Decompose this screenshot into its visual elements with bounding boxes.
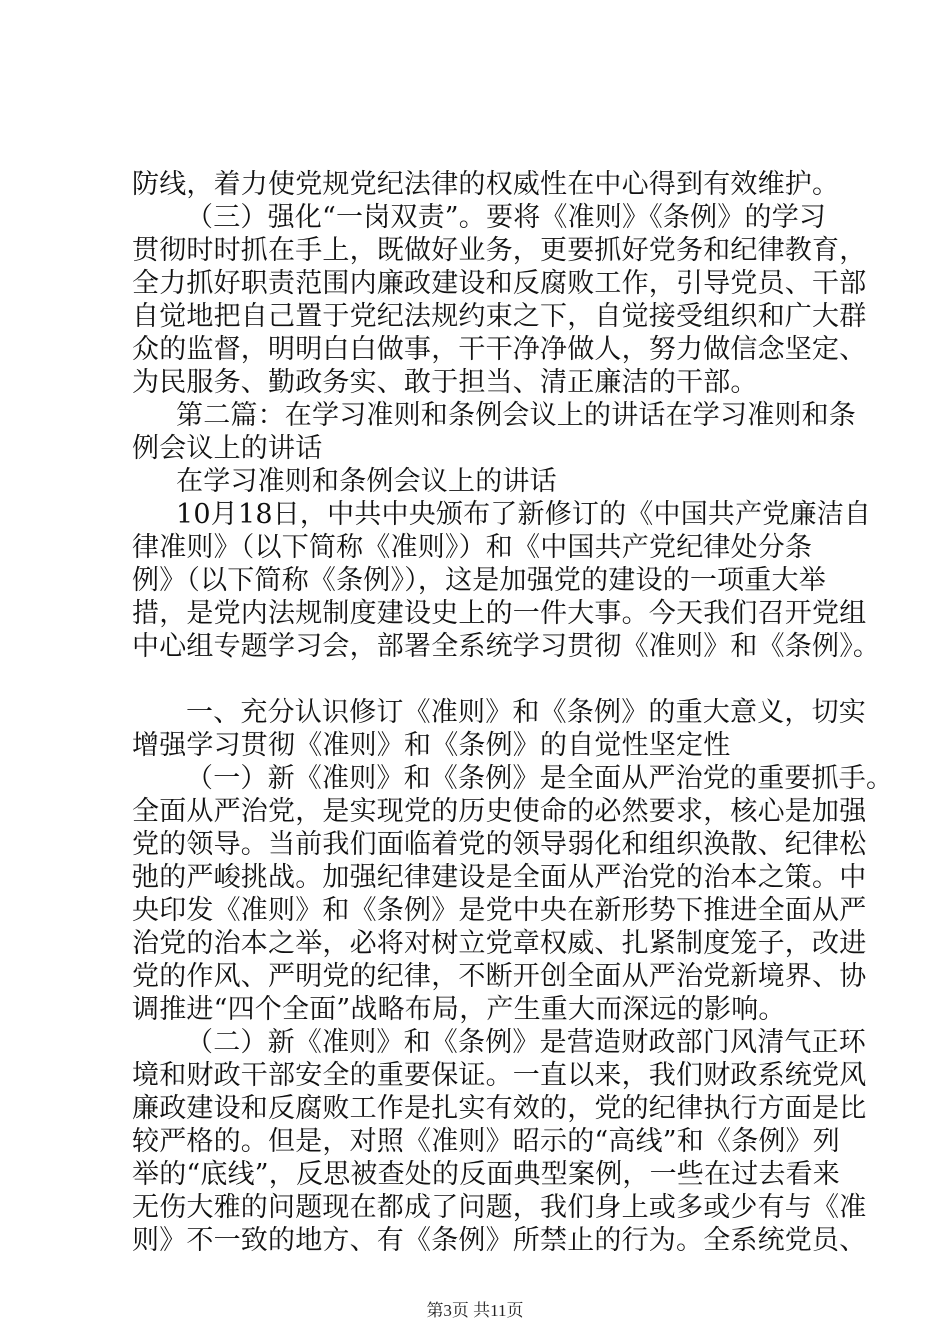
subsection-heading: 一、充分认识修订《准则》和《条例》的重大意义，切实 [186,697,866,728]
text-line: 贯彻时时抓在手上，既做好业务，更要抓好党务和纪律教育， [132,235,867,266]
text-line: （一）新《准则》和《条例》是全面从严治党的重要抓手。 [186,763,894,794]
text-line: 自觉地把自己置于党纪法规约束之下，自觉接受组织和广大群 [132,301,867,332]
text-line: 境和财政干部安全的重要保证。一直以来，我们财政系统党风 [132,1060,867,1091]
page-number: 第3页 共11页 [426,1301,524,1320]
text-line: 全力抓好职责范围内廉政建设和反腐败工作，引导党员、干部 [132,268,867,299]
speech-title: 在学习准则和条例会议上的讲话 [176,466,557,497]
blank-line [132,663,832,696]
text-line: 则》不一致的地方、有《条例》所禁止的行为。全系统党员、 [132,1225,867,1256]
text-line: 全面从严治党，是实现党的历史使命的必然要求，核心是加强 [132,796,867,827]
text-line: 治党的治本之举，必将对树立党章权威、扎紧制度笼子，改进 [132,928,867,959]
page-footer [0,1296,950,1321]
text-line: 党的领导。当前我们面临着党的领导弱化和组织涣散、纪律松 [132,829,867,860]
text-line: 举的“底线”，反思被查处的反面典型案例，一些在过去看来 [132,1159,841,1190]
text-line: 措，是党内法规制度建设史上的一件大事。今天我们召开党组 [132,598,867,629]
text-line: （三）强化“一岗双责”。要将《准则》《条例》的学习 [186,202,827,233]
text-line: 众的监督，明明白白做事，干干净净做人，努力做信念坚定、 [132,334,867,365]
text-line: 央印发《准则》和《条例》是党中央在新形势下推进全面从严 [132,895,867,926]
text-line: 无伤大雅的问题现在都成了问题，我们身上或多或少有与《准 [132,1192,867,1223]
text-line: 中心组专题学习会，部署全系统学习贯彻《准则》和《条例》。 [132,631,881,662]
text-line: 为民服务、勤政务实、敢于担当、清正廉洁的干部。 [132,367,758,398]
text-line: 增强学习贯彻《准则》和《条例》的自觉性坚定性 [132,730,731,761]
text-line: 较严格的。但是，对照《准则》昭示的“高线”和《条例》列 [132,1126,841,1157]
text-line: 廉政建设和反腐败工作是扎实有效的，党的纪律执行方面是比 [132,1093,867,1124]
text-line: 10月18日，中共中央颁布了新修订的《中国共产党廉洁自 [176,499,872,530]
text-line: 例》（以下简称《条例》），这是加强党的建设的一项重大举 [132,565,826,596]
text-line: 例会议上的讲话 [132,433,323,464]
text-line: （二）新《准则》和《条例》是营造财政部门风清气正环 [186,1027,866,1058]
section-heading: 第二篇：在学习准则和条例会议上的讲话在学习准则和条 [176,400,856,431]
text-line: 党的作风、严明党的纪律，不断开创全面从严治党新境界、协 [132,961,867,992]
text-line: 防线，着力使党规党纪法律的权威性在中心得到有效维护。 [132,169,840,200]
text-line: 弛的严峻挑战。加强纪律建设是全面从严治党的治本之策。中 [132,862,867,893]
text-line: 律准则》（以下简称《准则》）和《中国共产党纪律处分条 [132,532,813,563]
document-body [132,168,894,1257]
text-line: 调推进“四个全面”战略布局，产生重大而深远的影响。 [132,994,786,1025]
